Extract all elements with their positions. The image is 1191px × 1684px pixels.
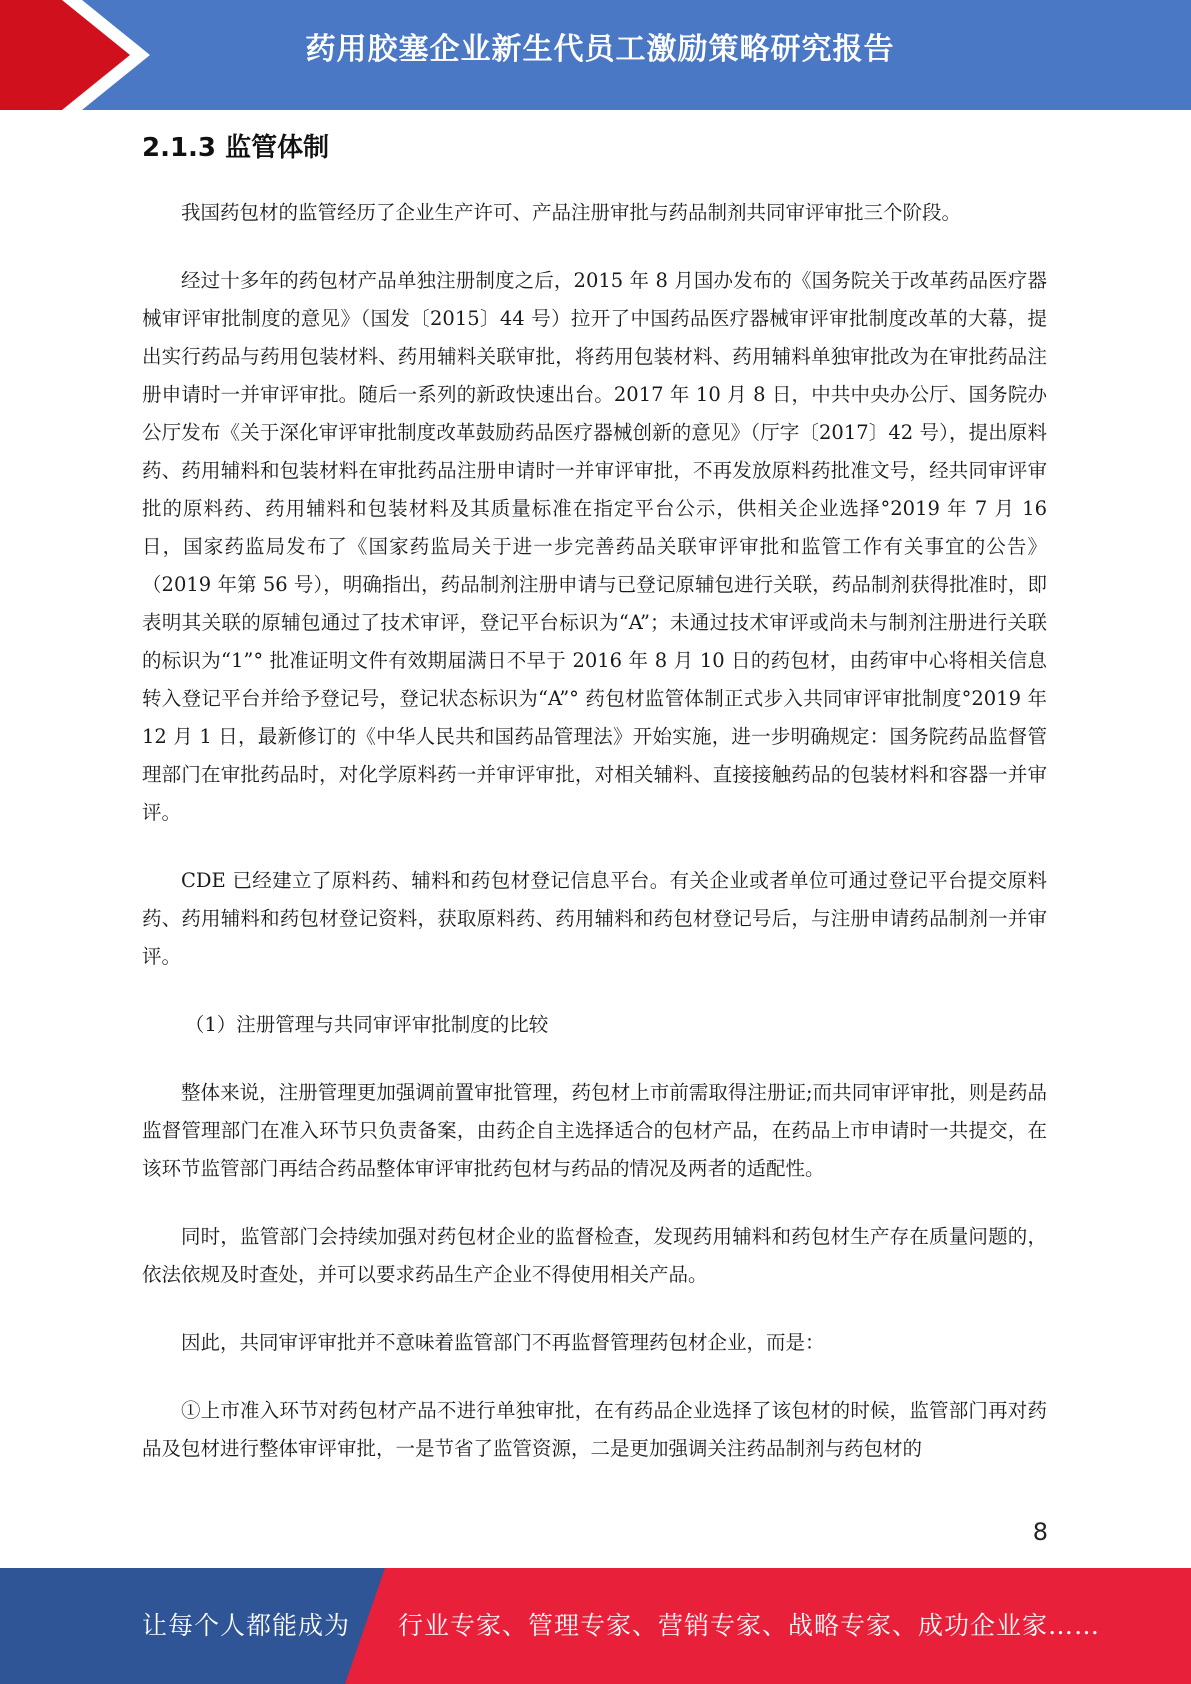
paragraph: 我国药包材的监管经历了企业生产许可、产品注册审批与药品制剂共同审评审批三个阶段。	[181, 201, 962, 224]
footer-slogan-left: 让每个人都能成为	[142, 1611, 351, 1640]
section-heading: 2.1.3 监管体制	[142, 133, 330, 163]
paragraph: 因此，共同审评审批并不意味着监管部门不再监督管理药包材企业，而是：	[181, 1331, 825, 1354]
header-banner	[0, 0, 1191, 110]
paragraph: 同时，监管部门会持续加强对药包材企业的监督检查，发现药用辅料和药包材生产存在质量问题的，依法依规及时查处，并可以要求药品生产企业不得使用相关产品。	[142, 1225, 1047, 1286]
footer-banner	[0, 1568, 1191, 1684]
paragraph: 经过十多年的药包材产品单独注册制度之后，2015 年 8 月国办发布的《国务院关于改革药品医疗器械审评审批制度的意见》（国发〔2015〕44 号）拉开了中国药品医疗器械审评审批制度改革的大幕，提出实行药品与药用包装材料、药用辅料关联审批，将药用包装材料、药用辅料单独审批改为在审批药品注册申请时一并审评审批。随后一系列的新政快速出台。2017 年 10 月 8 日，中共中央办公厅、国务院办公厅发布《关于深化审评审批制度改革鼓励药品医疗器械创新的意见》（厅字〔2017〕42 号），提出原料药、药用辅料和包装材料在审批药品注册申请时一并审评审批，不再发放原料药批准文号，经共同审评审批的原料药、药用辅料和包装材料及其质量标准在指定平台公示，供相关企业选择°2019 年 7 月 16 日，国家药监局发布了《国家药监局关于进一步完善药品关联审评审批和监管工作有关事宜的公告》（2019 年第 56 号），明确指出，药品制剂注册申请与已登记原辅包进行关联，药品制剂获得批准时，即表明其关联的原辅包通过了技术审评，登记平台标识为“A”；未通过技术审评或尚未与制剂注册进行关联的标识为“1”° 批准证明文件有效期届满日不早于 2016 年 8 月 10 日的药包材，由药审中心将相关信息转入登记平台并给予登记号，登记状态标识为“A”° 药包材监管体制正式步入共同审评审批制度°2019 年 12 月 1 日，最新修订的《中华人民共和国药品管理法》开始实施，进一步明确规定：国务院药品监督管理部门在审批药品时，对化学原料药一并审评审批，对相关辅料、直接接触药品的包装材料和容器一并审评。	[142, 269, 1047, 824]
report-title: 药用胶塞企业新生代员工激励策略研究报告	[305, 32, 895, 67]
paragraph: CDE 已经建立了原料药、辅料和药包材登记信息平台。有关企业或者单位可通过登记平台提交原料药、药用辅料和药包材登记资料，获取原料药、药用辅料和药包材登记号后，与注册申请药品制剂一并审评。	[142, 869, 1047, 968]
page-content	[142, 130, 1047, 1498]
page-number: 8	[1032, 1518, 1048, 1546]
chevron-arrow-icon	[0, 0, 160, 110]
paragraph: ①上市准入环节对药包材产品不进行单独审批，在有药品企业选择了该包材的时候，监管部门再对药品及包材进行整体审评审批，一是节省了监管资源，二是更加强调关注药品制剂与药包材的	[142, 1399, 1047, 1460]
subheading-item: （1）注册管理与共同审评审批制度的比较	[184, 1013, 549, 1036]
paragraph: 整体来说，注册管理更加强调前置审批管理，药包材上市前需取得注册证;而共同审评审批，则是药品监督管理部门在准入环节只负责备案，由药企自主选择适合的包材产品，在药品上市申请时一共提交，在该环节监管部门再结合药品整体审评审批药包材与药品的情况及两者的适配性。	[142, 1081, 1047, 1180]
footer-slogan-right: 行业专家、管理专家、营销专家、战略专家、成功企业家……	[398, 1611, 1101, 1640]
